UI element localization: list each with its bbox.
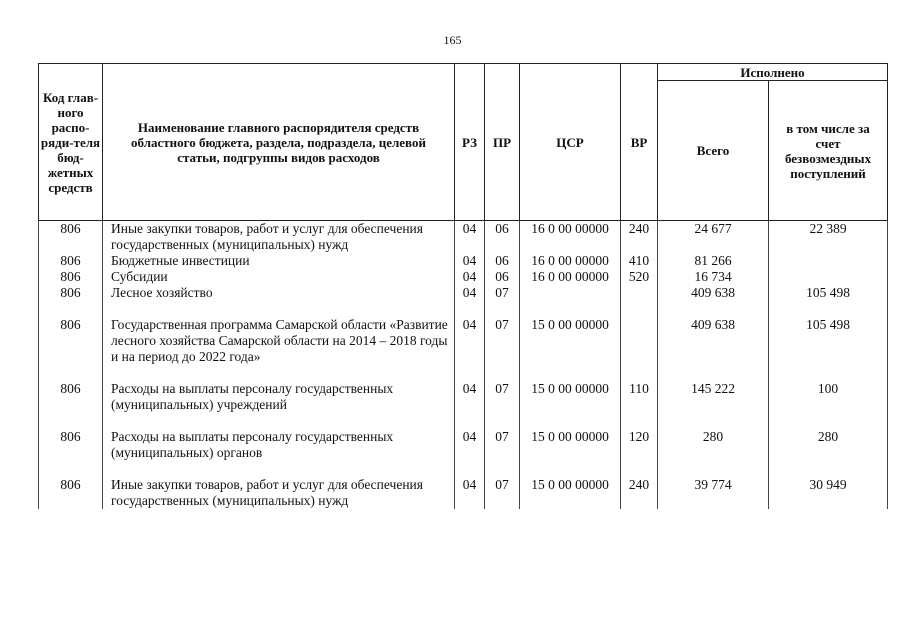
cell-code: 806 bbox=[39, 253, 103, 269]
table-row bbox=[39, 221, 888, 254]
cell-code: 806 bbox=[39, 285, 103, 301]
cell-csr: 15 0 00 00000 bbox=[520, 317, 621, 365]
cell-pr: 07 bbox=[485, 429, 520, 461]
cell-csr: 15 0 00 00000 bbox=[520, 381, 621, 413]
cell-csr: 16 0 00 00000 bbox=[520, 253, 621, 269]
cell-pr: 07 bbox=[485, 381, 520, 413]
table-row bbox=[39, 253, 888, 269]
cell-csr: 16 0 00 00000 bbox=[520, 269, 621, 285]
cell-name: Государственная программа Самарской области «Развитие лесного хозяйства Самарской области на 2014 – 2018 годы и на период до 2022 года» bbox=[103, 317, 455, 365]
header-total: Всего bbox=[658, 81, 769, 221]
cell-pr: 06 bbox=[485, 269, 520, 285]
cell-rz: 04 bbox=[455, 285, 485, 301]
header-pr: ПР bbox=[485, 64, 520, 221]
cell-vr: 120 bbox=[621, 429, 658, 461]
cell-total: 409 638 bbox=[658, 317, 769, 365]
row-spacer bbox=[39, 365, 888, 381]
cell-total: 24 677 bbox=[658, 221, 769, 254]
table-row bbox=[39, 429, 888, 461]
cell-total: 280 bbox=[658, 429, 769, 461]
header-vr: ВР bbox=[621, 64, 658, 221]
cell-csr: 15 0 00 00000 bbox=[520, 429, 621, 461]
cell-code: 806 bbox=[39, 269, 103, 285]
cell-pr: 06 bbox=[485, 253, 520, 269]
cell-incl: 100 bbox=[769, 381, 888, 413]
cell-rz: 04 bbox=[455, 221, 485, 254]
header-rz: РЗ bbox=[455, 64, 485, 221]
cell-total: 39 774 bbox=[658, 477, 769, 509]
cell-csr bbox=[520, 285, 621, 301]
cell-csr: 15 0 00 00000 bbox=[520, 477, 621, 509]
cell-vr bbox=[621, 285, 658, 301]
cell-vr: 110 bbox=[621, 381, 658, 413]
cell-name: Субсидии bbox=[103, 269, 455, 285]
cell-pr: 07 bbox=[485, 317, 520, 365]
cell-incl bbox=[769, 253, 888, 269]
cell-csr: 16 0 00 00000 bbox=[520, 221, 621, 254]
cell-name: Иные закупки товаров, работ и услуг для обеспечения государственных (муниципальных) нужд bbox=[103, 221, 455, 254]
cell-code: 806 bbox=[39, 429, 103, 461]
cell-rz: 04 bbox=[455, 317, 485, 365]
header-incl: в том числе за счет безвозмездных поступлений bbox=[769, 81, 888, 221]
cell-vr: 520 bbox=[621, 269, 658, 285]
cell-code: 806 bbox=[39, 477, 103, 509]
table-row bbox=[39, 269, 888, 285]
cell-code: 806 bbox=[39, 221, 103, 254]
cell-rz: 04 bbox=[455, 381, 485, 413]
cell-total: 145 222 bbox=[658, 381, 769, 413]
cell-incl: 280 bbox=[769, 429, 888, 461]
cell-rz: 04 bbox=[455, 429, 485, 461]
cell-total: 16 734 bbox=[658, 269, 769, 285]
page-number: 165 bbox=[443, 33, 462, 47]
cell-total: 409 638 bbox=[658, 285, 769, 301]
cell-rz: 04 bbox=[455, 253, 485, 269]
table-row bbox=[39, 285, 888, 301]
cell-pr: 07 bbox=[485, 285, 520, 301]
cell-incl: 105 498 bbox=[769, 285, 888, 301]
cell-vr bbox=[621, 317, 658, 365]
budget-table bbox=[38, 63, 888, 509]
cell-name: Бюджетные инвестиции bbox=[103, 253, 455, 269]
cell-vr: 240 bbox=[621, 477, 658, 509]
cell-pr: 06 bbox=[485, 221, 520, 254]
cell-name: Расходы на выплаты персоналу государственных (муниципальных) учреждений bbox=[103, 381, 455, 413]
cell-name: Расходы на выплаты персоналу государственных (муниципальных) органов bbox=[103, 429, 455, 461]
header-code: Код глав-ного распо-ряди-теля бюд-жетных средств bbox=[39, 64, 103, 221]
cell-name: Лесное хозяйство bbox=[103, 285, 455, 301]
row-spacer bbox=[39, 301, 888, 317]
cell-incl bbox=[769, 269, 888, 285]
table-row bbox=[39, 317, 888, 365]
cell-code: 806 bbox=[39, 381, 103, 413]
header-csr: ЦСР bbox=[520, 64, 621, 221]
row-spacer bbox=[39, 461, 888, 477]
table-row bbox=[39, 381, 888, 413]
cell-code: 806 bbox=[39, 317, 103, 365]
table-row bbox=[39, 477, 888, 509]
cell-incl: 30 949 bbox=[769, 477, 888, 509]
cell-rz: 04 bbox=[455, 269, 485, 285]
row-spacer bbox=[39, 413, 888, 429]
cell-incl: 22 389 bbox=[769, 221, 888, 254]
cell-name: Иные закупки товаров, работ и услуг для обеспечения государственных (муниципальных) нужд bbox=[103, 477, 455, 509]
cell-vr: 410 bbox=[621, 253, 658, 269]
cell-total: 81 266 bbox=[658, 253, 769, 269]
cell-vr: 240 bbox=[621, 221, 658, 254]
header-name: Наименование главного распорядителя средств областного бюджета, раздела, подраздела, целевой статьи, подгруппы видов расходов bbox=[103, 64, 455, 221]
cell-incl: 105 498 bbox=[769, 317, 888, 365]
header-executed: Исполнено bbox=[658, 64, 888, 81]
cell-pr: 07 bbox=[485, 477, 520, 509]
cell-rz: 04 bbox=[455, 477, 485, 509]
